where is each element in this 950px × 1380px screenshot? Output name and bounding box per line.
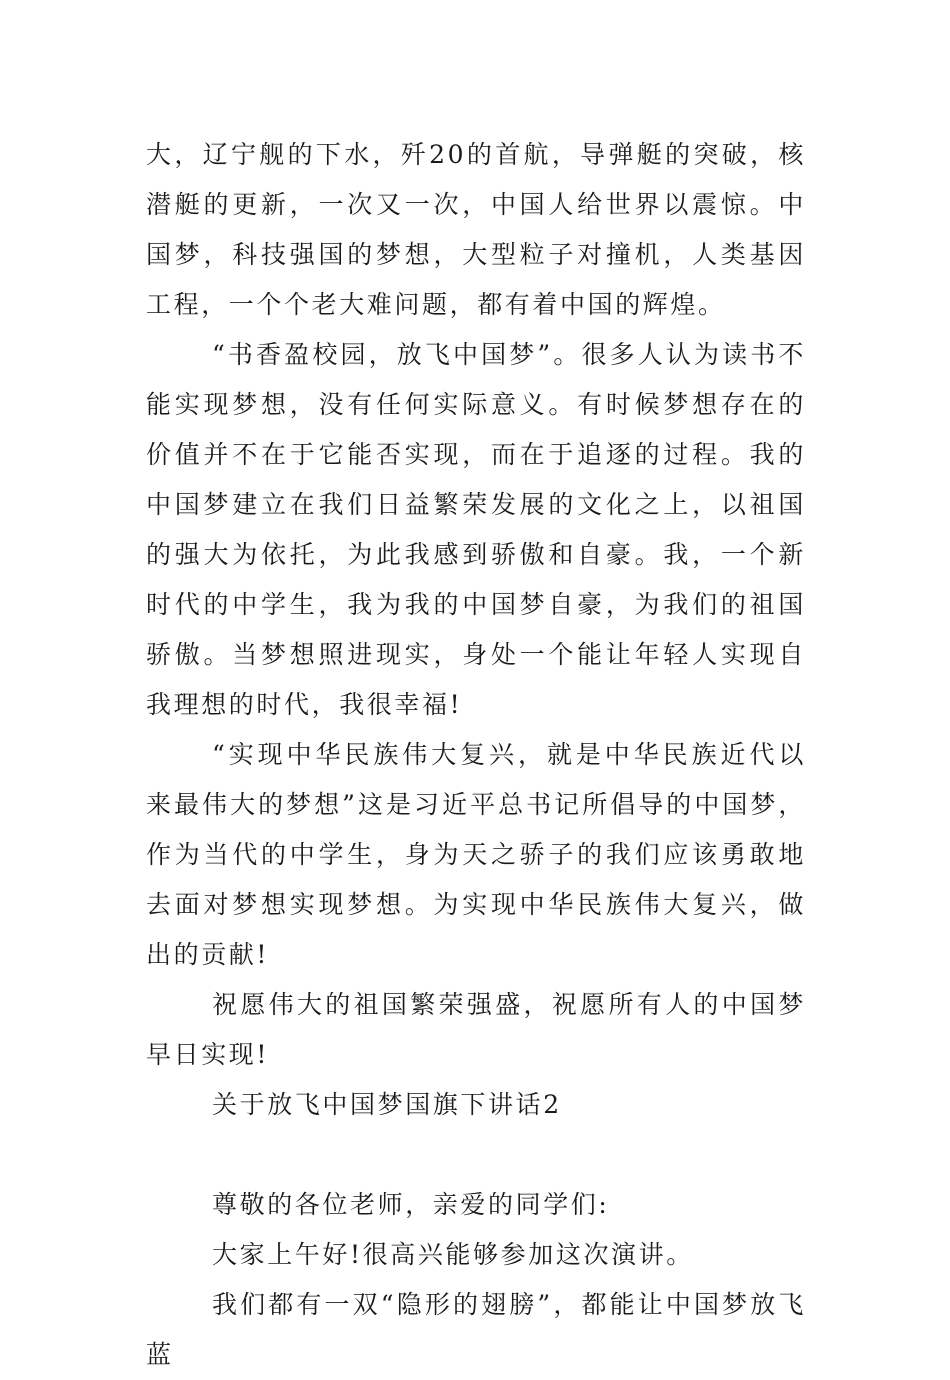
paragraph-3: “实现中华民族伟大复兴，就是中华民族近代以来最伟大的梦想”这是习近平总书记所倡导的中国梦，作为当代的中学生，身为天之骄子的我们应该勇敢地去面对梦想实现梦想。为实现中华民族伟大复兴，做出的贡献! (146, 740, 806, 969)
blank-line (146, 1130, 806, 1180)
document-body (146, 130, 806, 1380)
paragraph-1: 大，辽宁舰的下水，歼20的首航，导弹艇的突破，核潜艇的更新，一次又一次，中国人给世界以震惊。中国梦，科技强国的梦想，大型粒子对撞机，人类基因工程，一个个老大难问题，都有着中国的辉煌。 (146, 140, 806, 319)
paragraph-5: 我们都有一双“隐形的翅膀”，都能让中国梦放飞蓝 (146, 1290, 806, 1369)
paragraph-2: “书香盈校园，放飞中国梦”。很多人认为读书不能实现梦想，没有任何实际意义。有时候梦想存在的价值并不在于它能否实现，而在于追逐的过程。我的中国梦建立在我们日益繁荣发展的文化之上，以祖国的强大为依托，为此我感到骄傲和自豪。我，一个新时代的中学生，我为我的中国梦自豪，为我们的祖国骄傲。当梦想照进现实，身处一个能让年轻人实现自我理想的时代，我很幸福! (146, 340, 806, 719)
greeting: 大家上午好!很高兴能够参加这次演讲。 (212, 1240, 694, 1269)
paragraph-4: 祝愿伟大的祖国繁荣强盛，祝愿所有人的中国梦早日实现! (146, 990, 806, 1069)
section-heading: 关于放飞中国梦国旗下讲话2 (212, 1090, 562, 1119)
salutation: 尊敬的各位老师，亲爱的同学们: (212, 1190, 610, 1219)
